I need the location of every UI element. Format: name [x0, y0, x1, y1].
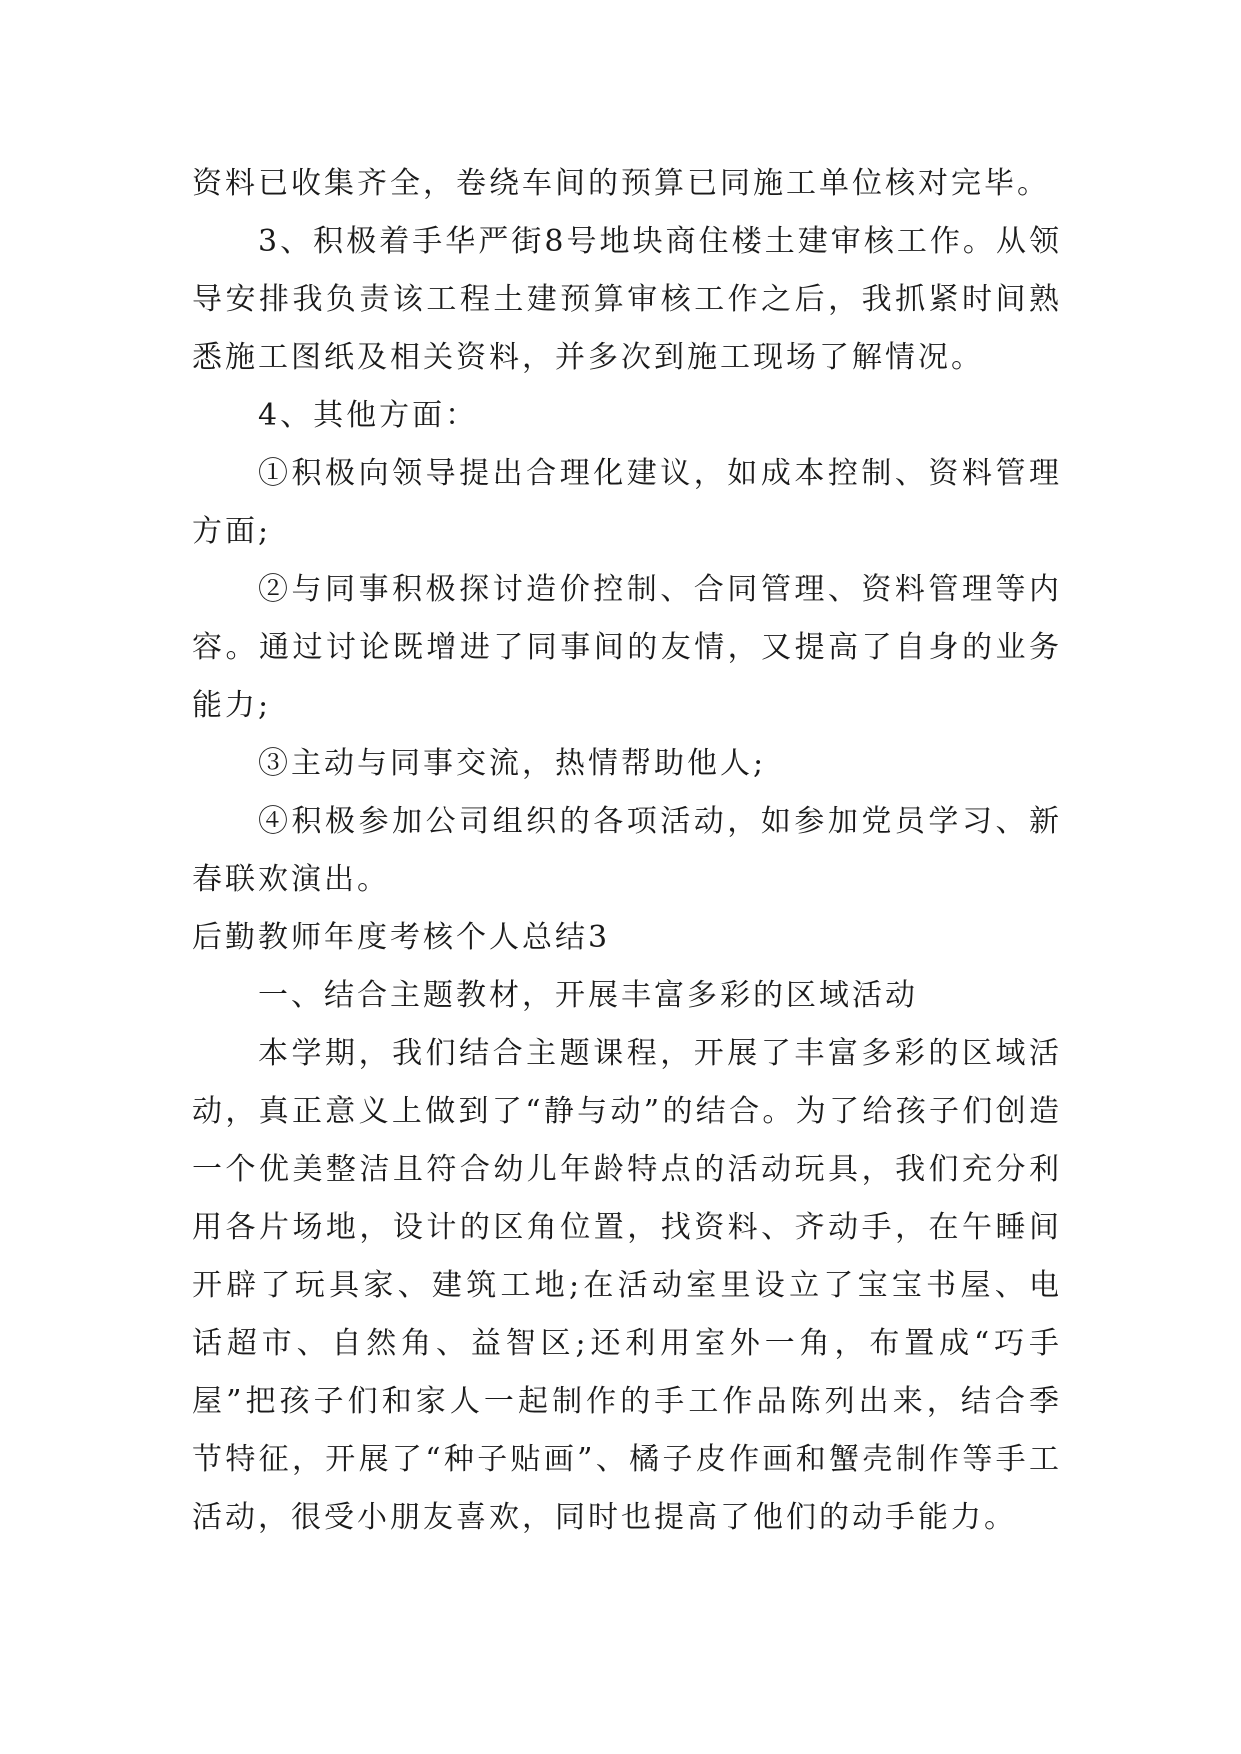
paragraph-1: 资料已收集齐全，卷绕车间的预算已同施工单位核对完毕。: [192, 166, 1050, 201]
paragraph-4: ①积极向领导提出合理化建议，如成本控制、资料管理方面;: [192, 456, 1062, 549]
paragraph-2: 3、积极着手华严街8号地块商住楼土建审核工作。从领导安排我负责该工程土建预算审核工作之后，我抓紧时间熟悉施工图纸及相关资料，并多次到施工现场了解情况。: [192, 224, 1062, 375]
section-paragraph-1: 一、结合主题教材，开展丰富多彩的区域活动: [258, 978, 918, 1013]
section-paragraph-2: 本学期，我们结合主题课程，开展了丰富多彩的区域活动，真正意义上做到了“静与动”的结合。为了给孩子们创造一个优美整洁且符合幼儿年龄特点的活动玩具，我们充分利用各片场地，设计的区角位置，找资料、齐动手，在午睡间开辟了玩具家、建筑工地;在活动室里设立了宝宝书屋、电话超市、自然角、益智区;还利用室外一角，布置成“巧手屋”把孩子们和家人一起制作的手工作品陈列出来，结合季节特征，开展了“种子贴画”、橘子皮作画和蟹壳制作等手工活动，很受小朋友喜欢，同时也提高了他们的动手能力。: [192, 1036, 1062, 1535]
paragraph-5: ②与同事积极探讨造价控制、合同管理、资料管理等内容。通过讨论既增进了同事间的友情，又提高了自身的业务能力;: [192, 572, 1062, 723]
paragraph-3: 4、其他方面：: [258, 398, 479, 433]
section-title: 后勤教师年度考核个人总结3: [192, 920, 611, 955]
document-body: [192, 155, 1062, 1547]
paragraph-6: ③主动与同事交流，热情帮助他人;: [258, 746, 767, 781]
paragraph-7: ④积极参加公司组织的各项活动，如参加党员学习、新春联欢演出。: [192, 804, 1062, 897]
